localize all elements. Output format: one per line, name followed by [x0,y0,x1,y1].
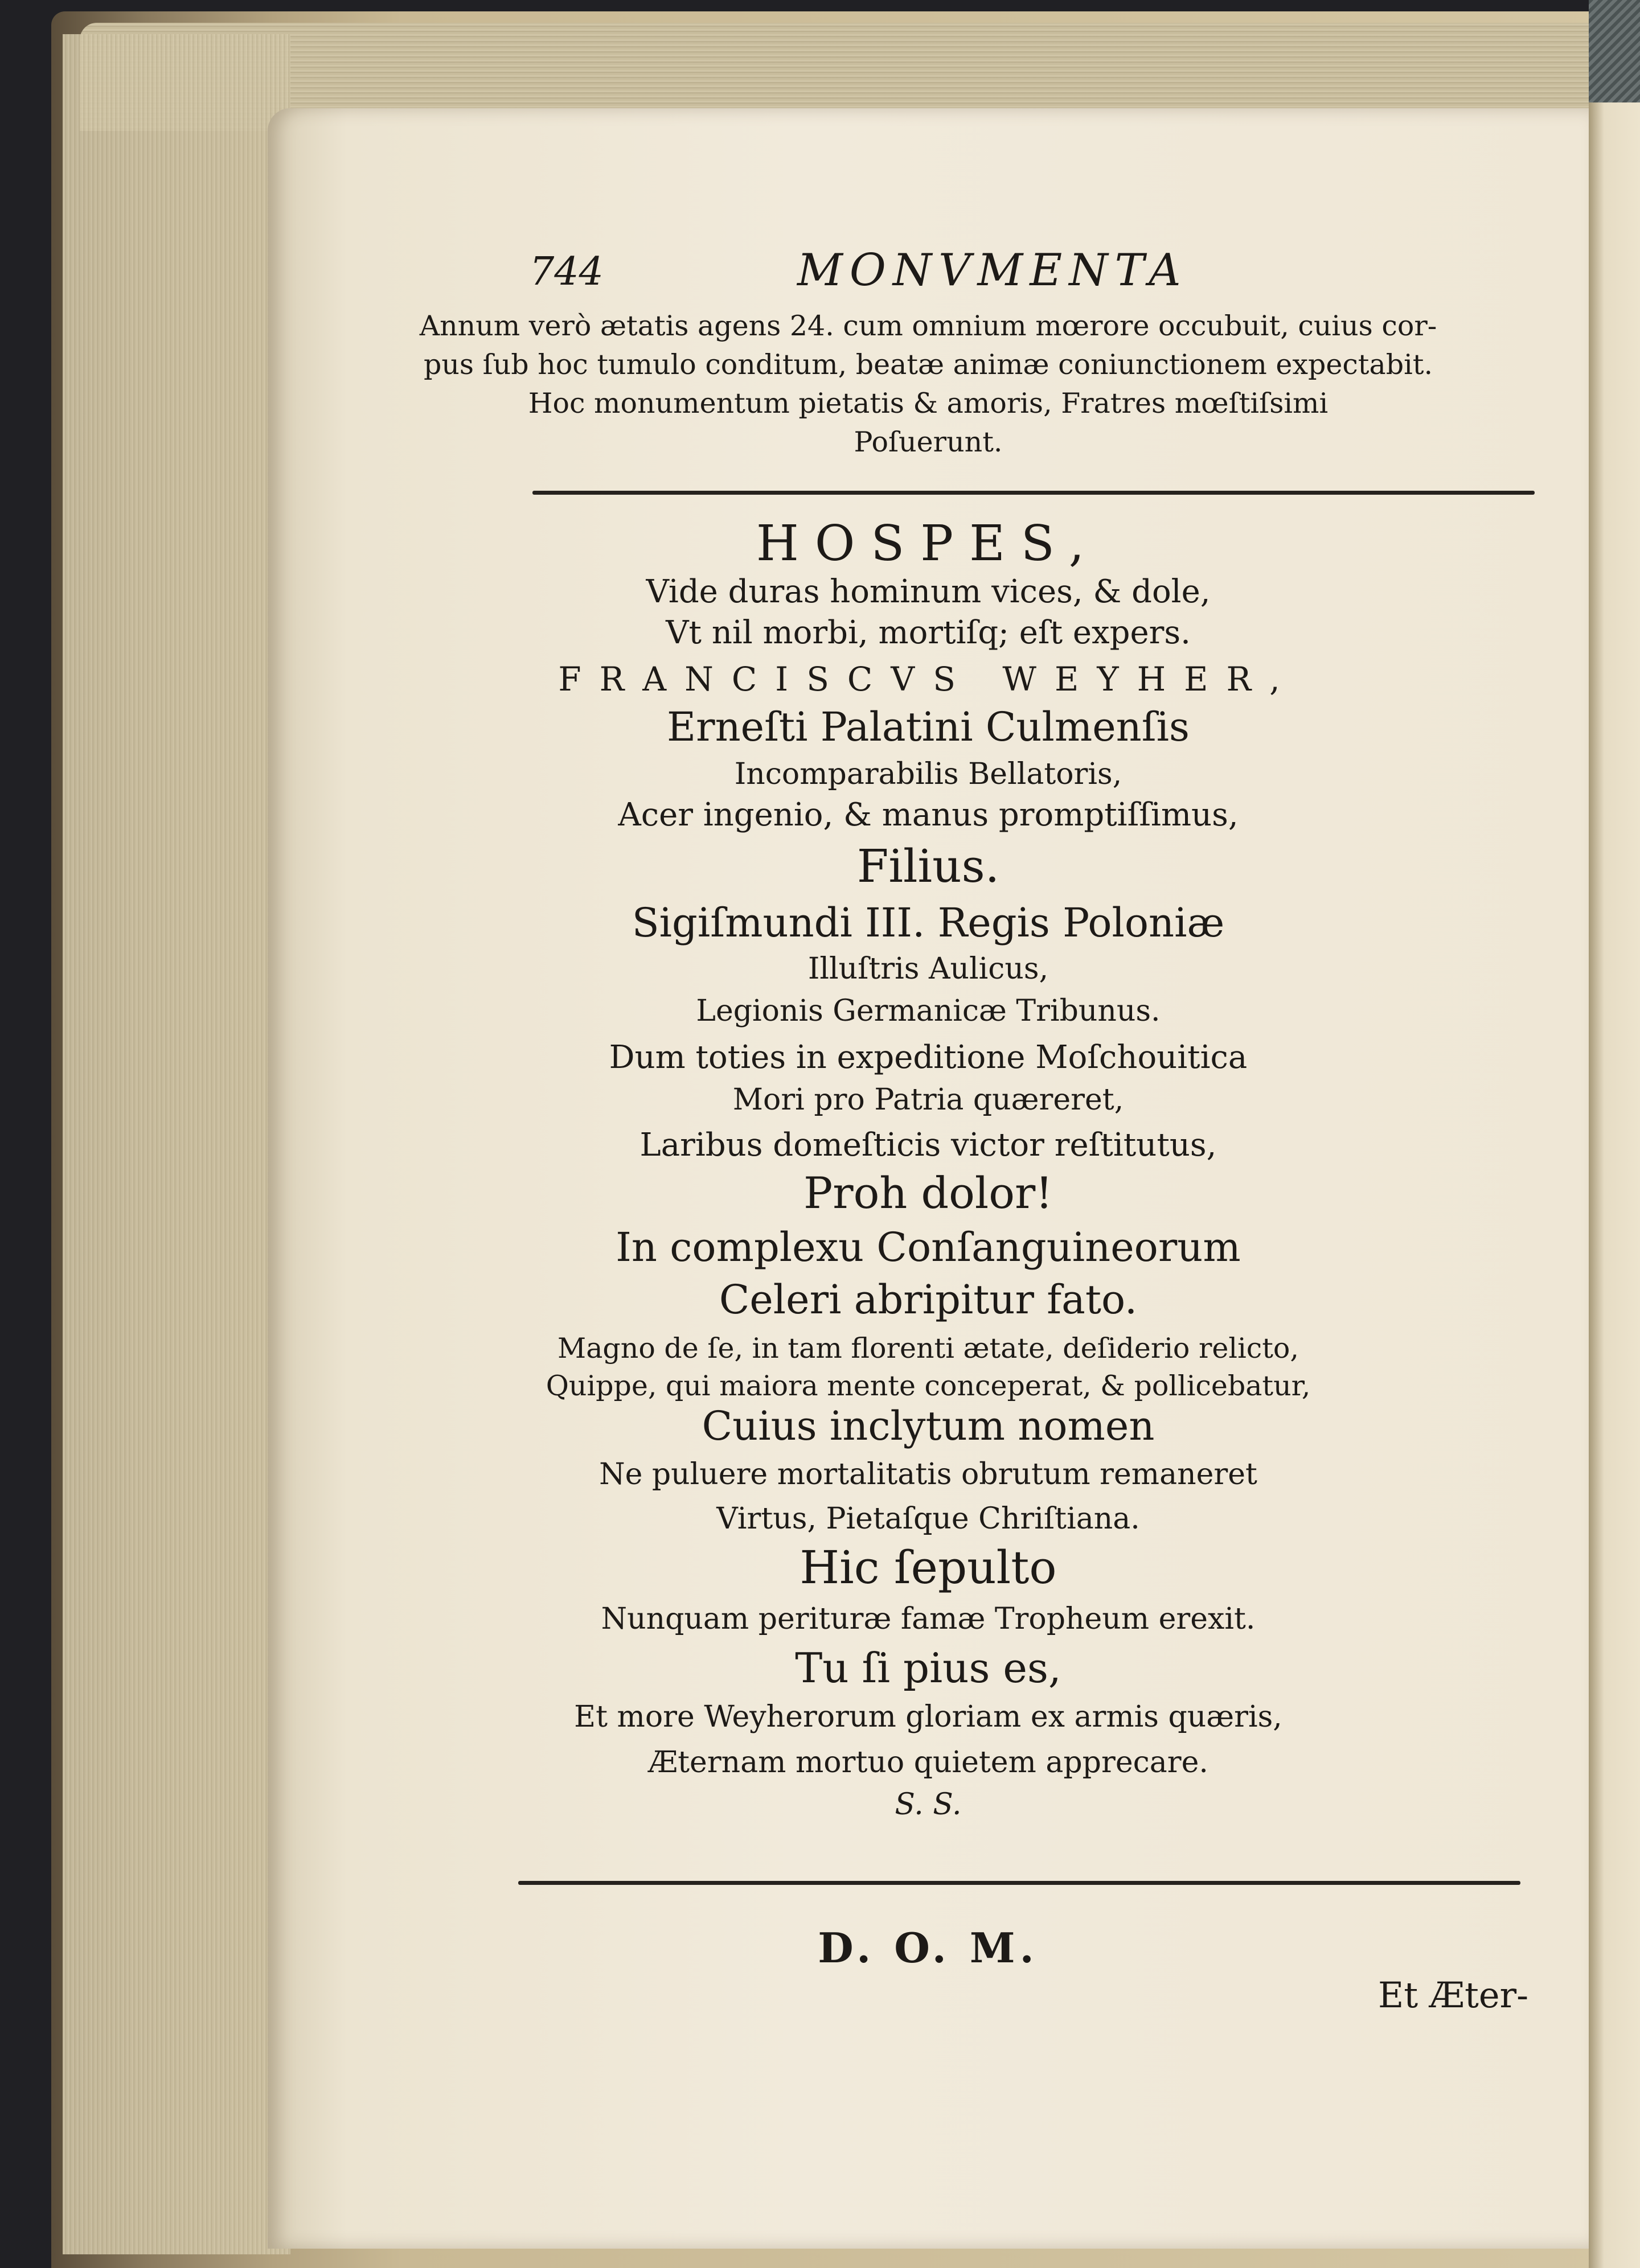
intro-line: Hoc monumentum pietatis & amoris, Fratres mœſtiſsimi [528,387,1329,420]
epitaph-line: Æternam mortuo quietem apprecare. [648,1745,1208,1780]
epitaph-line: Quippe, qui maiora mente conceperat, & pollicebatur, [546,1370,1311,1402]
epitaph-line: Illuſtris Aulicus, [807,952,1049,986]
epitaph-line: Vt nil morbi, mortiſq; eſt expers. [666,614,1191,651]
epitaph-line: Filius. [856,840,1000,893]
epitaph-line: Et more Weyherorum gloriam ex armis quæris, [574,1700,1282,1734]
epitaph-line: Tu ſi pius es, [795,1644,1061,1692]
epitaph-line: Nunquam perituræ famæ Tropheum erexit. [601,1602,1256,1636]
epitaph-line: Hic ſepulto [800,1541,1057,1594]
epitaph-line: Proh dolor! [803,1168,1053,1218]
epitaph-line: S. S. [895,1788,962,1822]
epitaph-line: Incomparabilis Bellatoris, [734,757,1122,791]
page-fore-edges [63,34,290,2254]
intro-line: pus ſub hoc tumulo conditum, beatæ animæ coniunctionem expectabit. [423,348,1433,381]
page-number: 744 [530,249,604,294]
next-section-heading: D. O. M. [818,1924,1039,1972]
epitaph-line: Laribus domeſticis victor reſtitutus, [639,1127,1217,1164]
section-rule [518,1881,1520,1885]
epitaph-line: Virtus, Pietaſque Chriſtiana. [716,1502,1140,1536]
epitaph-line: Magno de ſe, in tam florenti ætate, deſiderio relicto, [557,1332,1299,1365]
intro-line: Poſuerunt. [854,426,1003,458]
epitaph-line: Acer ingenio, & manus promptiſſimus, [618,796,1239,833]
epitaph-line: Vide duras hominum vices, & dole, [646,573,1211,610]
epitaph-line: Legionis Germanicæ Tribunus. [696,994,1161,1028]
intro-line: Annum verò ætatis agens 24. cum omnium mœrore occubuit, cuius cor- [419,310,1437,342]
epitaph-heading: HOSPES, [756,515,1101,572]
epitaph-line: Celeri abripitur fato. [719,1276,1138,1323]
catchword: Et Æter- [1378,1974,1529,2016]
epitaph-name-line: FRANCISCVS WEYHER, [558,660,1298,699]
section-rule [532,491,1535,495]
epitaph-line: Erneſti Palatini Culmenſis [667,704,1190,750]
running-title: MONVMENTA [797,245,1188,296]
epitaph-line: Sigiſmundi III. Regis Poloniæ [632,899,1225,946]
epitaph-line: In complexu Conſanguineorum [616,1224,1241,1271]
facing-page-edge [1589,57,1640,2268]
epitaph-line: Dum toties in expeditione Moſchouitica [609,1039,1248,1076]
page-text [268,0,1589,2268]
epitaph-line: Ne puluere mortalitatis obrutum remaneret [599,1457,1257,1492]
bookmark-ribbon [1589,0,1640,102]
epitaph-line: Cuius inclytum nomen [702,1403,1155,1449]
epitaph-line: Mori pro Patria quæreret, [732,1083,1124,1117]
